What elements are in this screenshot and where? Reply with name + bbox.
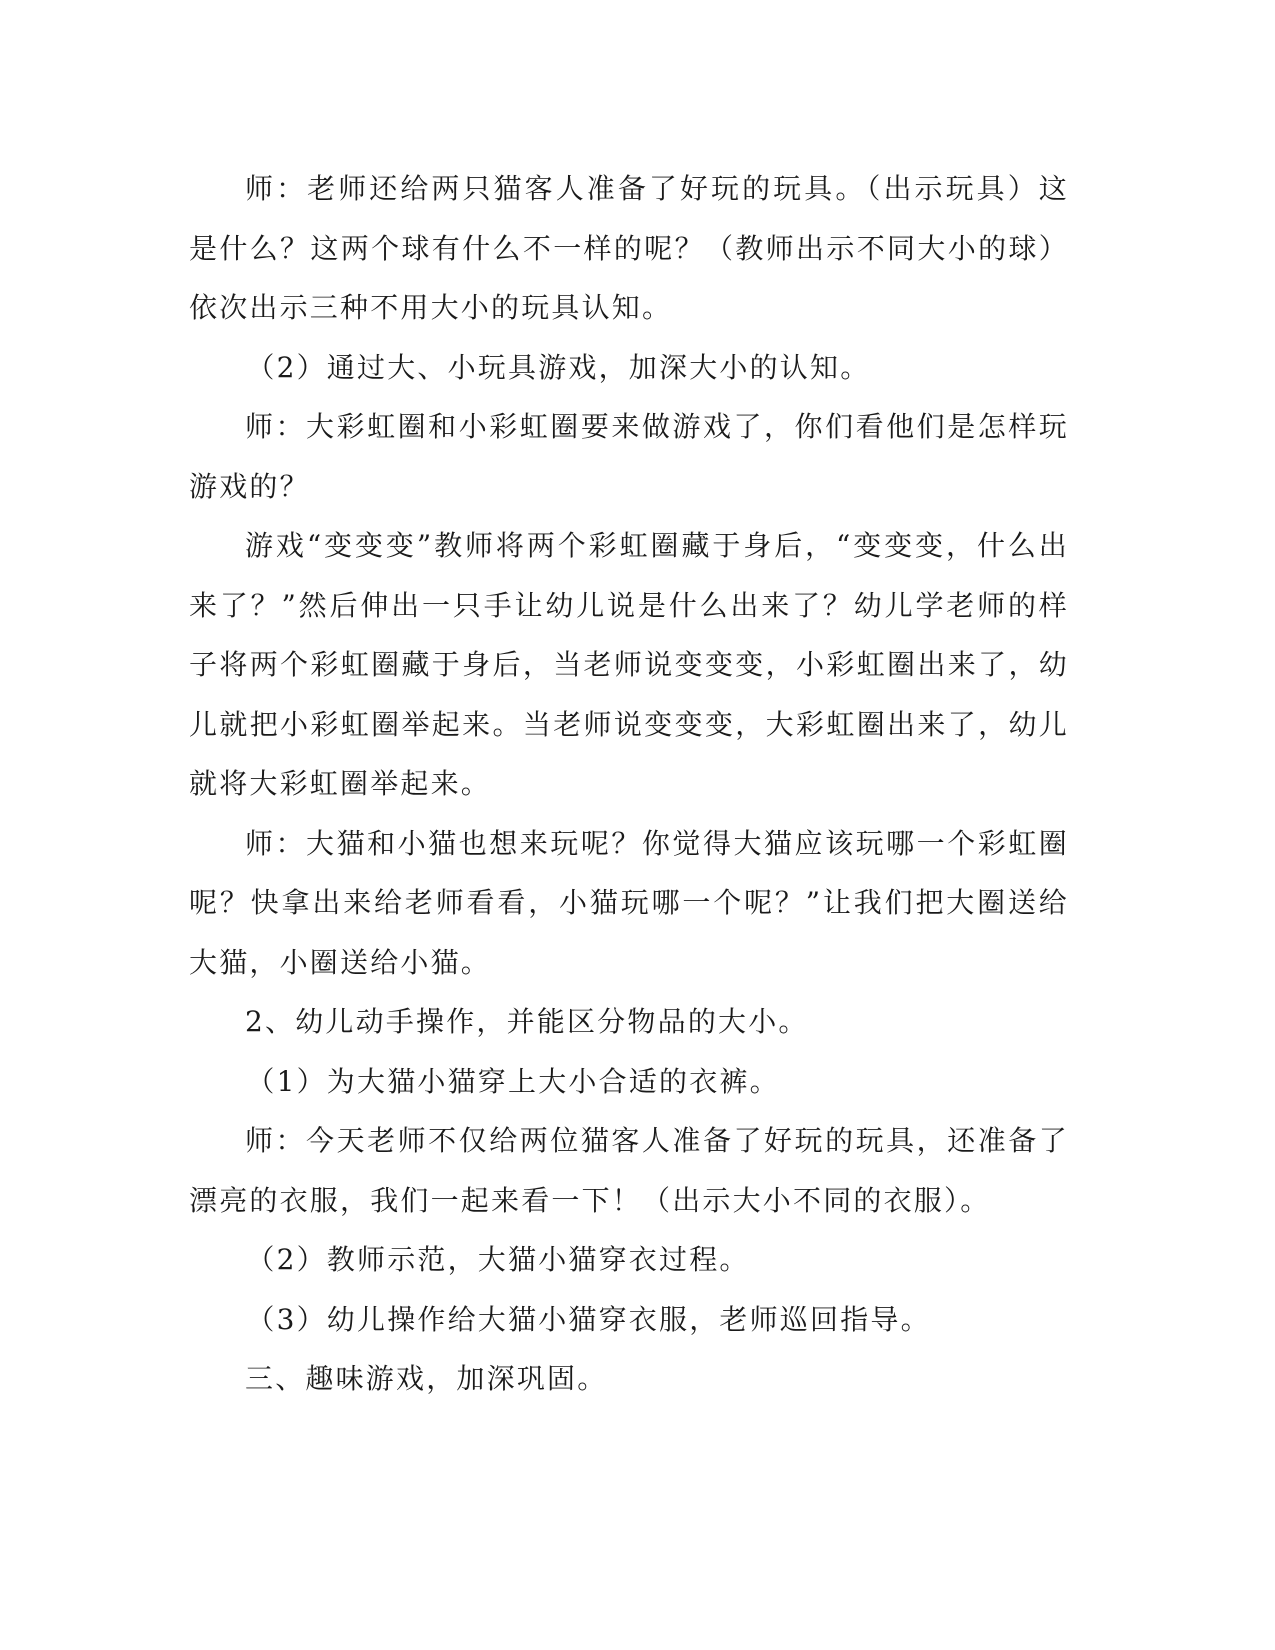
paragraph-teacher-rainbow-rings: 师：大彩虹圈和小彩虹圈要来做游戏了，你们看他们是怎样玩游戏的？ <box>189 410 1069 503</box>
paragraph-teacher-clothes: 师：今天老师不仅给两位猫客人准备了好玩的玩具，还准备了漂亮的衣服，我们一起来看一下！（出示大小不同的衣服）。 <box>189 1124 1069 1217</box>
paragraph-teacher-cats-play: 师：大猫和小猫也想来玩呢？你觉得大猫应该玩哪一个彩虹圈呢？快拿出来给老师看看，小猫玩哪一个呢？”让我们把大圈送给大猫，小圈送给小猫。 <box>189 826 1069 979</box>
paragraph-game-bianbianbian: 游戏“变变变”教师将两个彩虹圈藏于身后，“变变变，什么出来了？”然后伸出一只手让幼儿说是什么出来了？幼儿学老师的样子将两个彩虹圈藏于身后，当老师说变变变，小彩虹圈出来了，幼儿就把小彩虹圈举起来。当老师说变变变，大彩虹圈出来了，幼儿就将大彩虹圈举起来。 <box>189 529 1069 800</box>
paragraph-step-1-dress-cats: （1）为大猫小猫穿上大小合适的衣裤。 <box>246 1064 780 1098</box>
paragraph-section-2-hands-on: 2、幼儿动手操作，并能区分物品的大小。 <box>245 1005 809 1038</box>
paragraph-step-2-toy-game: （2）通过大、小玩具游戏，加深大小的认知。 <box>246 350 871 384</box>
paragraph-step-3-children-operate: （3）幼儿操作给大猫小猫穿衣服，老师巡回指导。 <box>246 1302 931 1336</box>
paragraph-step-2-demo: （2）教师示范，大猫小猫穿衣过程。 <box>246 1243 750 1276</box>
paragraph-teacher-toys: 师：老师还给两只猫客人准备了好玩的玩具。（出示玩具）这是什么？这两个球有什么不一样的呢？（教师出示不同大小的球）依次出示三种不用大小的玩具认知。 <box>189 172 1069 324</box>
paragraph-section-3-game: 三、趣味游戏，加深巩固。 <box>245 1362 608 1395</box>
document-body <box>189 159 1069 1409</box>
